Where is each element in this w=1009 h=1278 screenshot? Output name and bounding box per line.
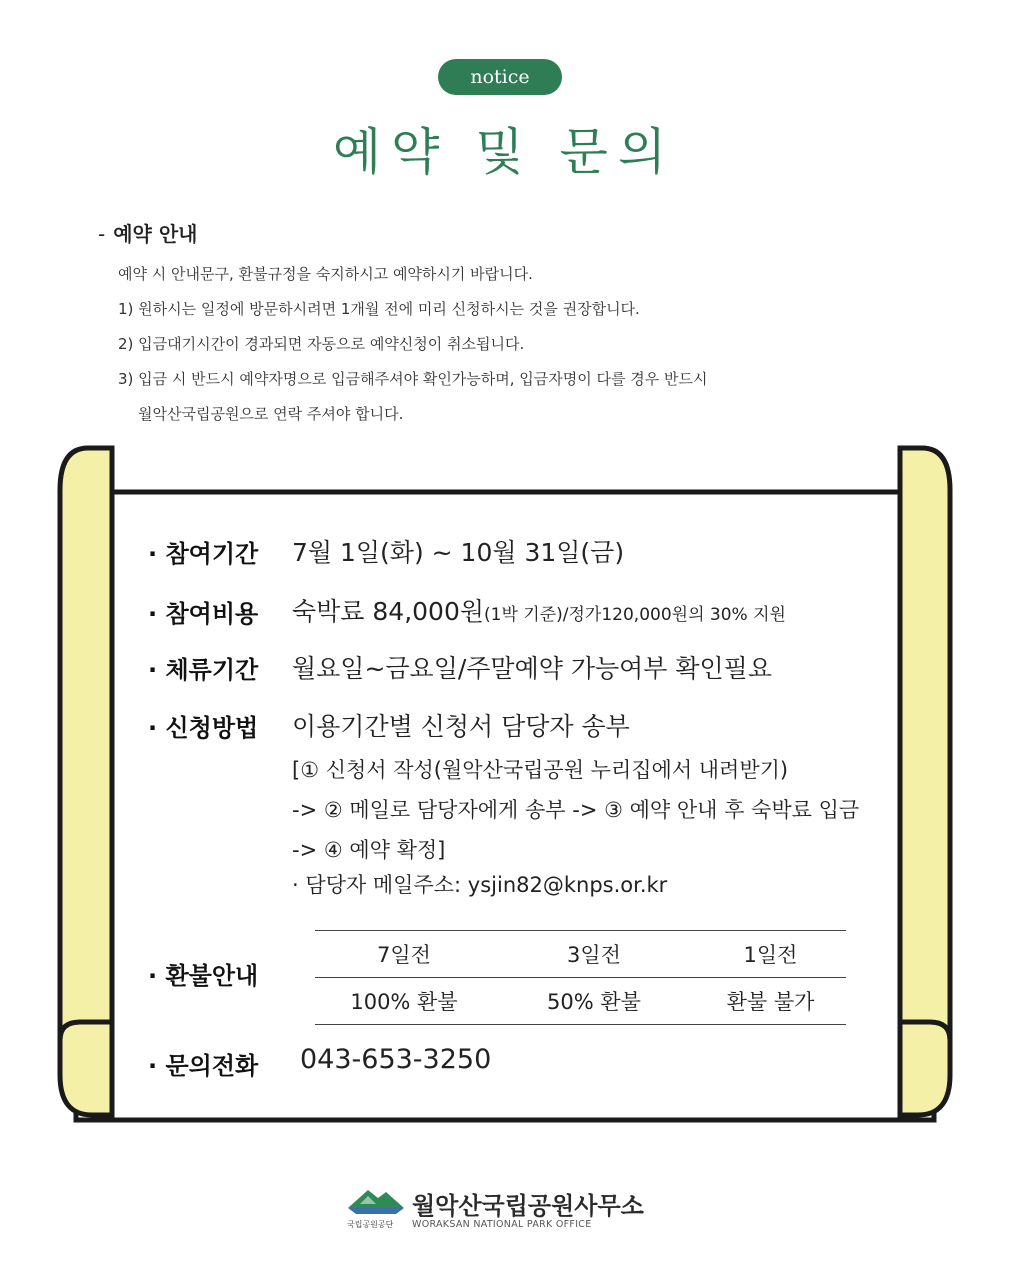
page-title: 예약 및 문의 <box>332 123 677 181</box>
knps-logo-icon <box>346 1184 406 1224</box>
right-roll <box>900 448 950 1040</box>
refund-header-cell: 1일전 <box>743 943 798 967</box>
phone-label: · 문의전화 <box>148 1052 259 1080</box>
refund-label: · 환불안내 <box>148 962 259 990</box>
guide-line: 월악산국립공원으로 연락 주셔야 합니다. <box>138 405 404 423</box>
footer-org-name: 월악산국립공원사무소 <box>412 1192 644 1220</box>
contact-email: · 담당자 메일주소: ysjin82@knps.or.kr <box>292 873 668 897</box>
period-label: · 참여기간 <box>148 540 259 568</box>
refund-header-cell: 7일전 <box>377 943 431 967</box>
cost-label: · 참여비용 <box>148 600 259 628</box>
footer-sub-label: 국립공원공단 <box>347 1220 394 1229</box>
period-value: 7월 1일(화) ~ 10월 31일(금) <box>292 538 625 567</box>
refund-value-cell: 100% 환불 <box>350 990 458 1014</box>
guide-line: 예약 시 안내문구, 환불규정을 숙지하시고 예약하시기 바랍니다. <box>118 265 533 283</box>
guide-line: 1) 원하시는 일정에 방문하시려면 1개월 전에 미리 신청하시는 것을 권장합니다. <box>118 300 640 318</box>
method-value: 이용기간별 신청서 담당자 송부 <box>292 712 630 741</box>
left-roll-curl <box>60 1022 112 1115</box>
phone-value: 043-653-3250 <box>300 1044 492 1075</box>
refund-header-cell: 3일전 <box>567 943 621 967</box>
method-step: [① 신청서 작성(월악산국립공원 누리집에서 내려받기) <box>292 758 789 782</box>
refund-table <box>315 930 846 1025</box>
refund-value-cell: 50% 환불 <box>547 990 641 1014</box>
method-step: -> ④ 예약 확정] <box>292 838 446 862</box>
stay-value: 월요일~금요일/주말예약 가능여부 확인필요 <box>292 654 772 683</box>
right-roll-curl <box>900 1022 950 1115</box>
refund-header-row <box>315 931 846 977</box>
refund-value-row <box>315 977 846 1024</box>
notice-badge: notice <box>438 59 562 95</box>
guide-line: 3) 입금 시 반드시 예약자명으로 입금해주셔야 확인가능하며, 입금자명이 다를 경우 반드시 <box>118 370 708 388</box>
left-roll <box>60 448 112 1040</box>
refund-value-cell: 환불 불가 <box>726 990 815 1014</box>
cost-detail: (1박 기준)/정가120,000원의 30% 지원 <box>484 605 786 625</box>
cost-value <box>292 592 786 628</box>
method-step: -> ② 메일로 담당자에게 송부 -> ③ 예약 안내 후 숙박료 입금 <box>292 798 860 822</box>
stay-label: · 체류기간 <box>148 656 259 684</box>
guide-line: 2) 입금대기시간이 경과되면 자동으로 예약신청이 취소됩니다. <box>118 335 525 353</box>
heading-dash: - <box>98 222 106 246</box>
heading-text: 예약 안내 <box>113 222 198 246</box>
cost-main: 숙박료 84,000원 <box>292 597 485 626</box>
footer-org-en: WORAKSAN NATIONAL PARK OFFICE <box>412 1219 592 1230</box>
method-label: · 신청방법 <box>148 714 259 742</box>
